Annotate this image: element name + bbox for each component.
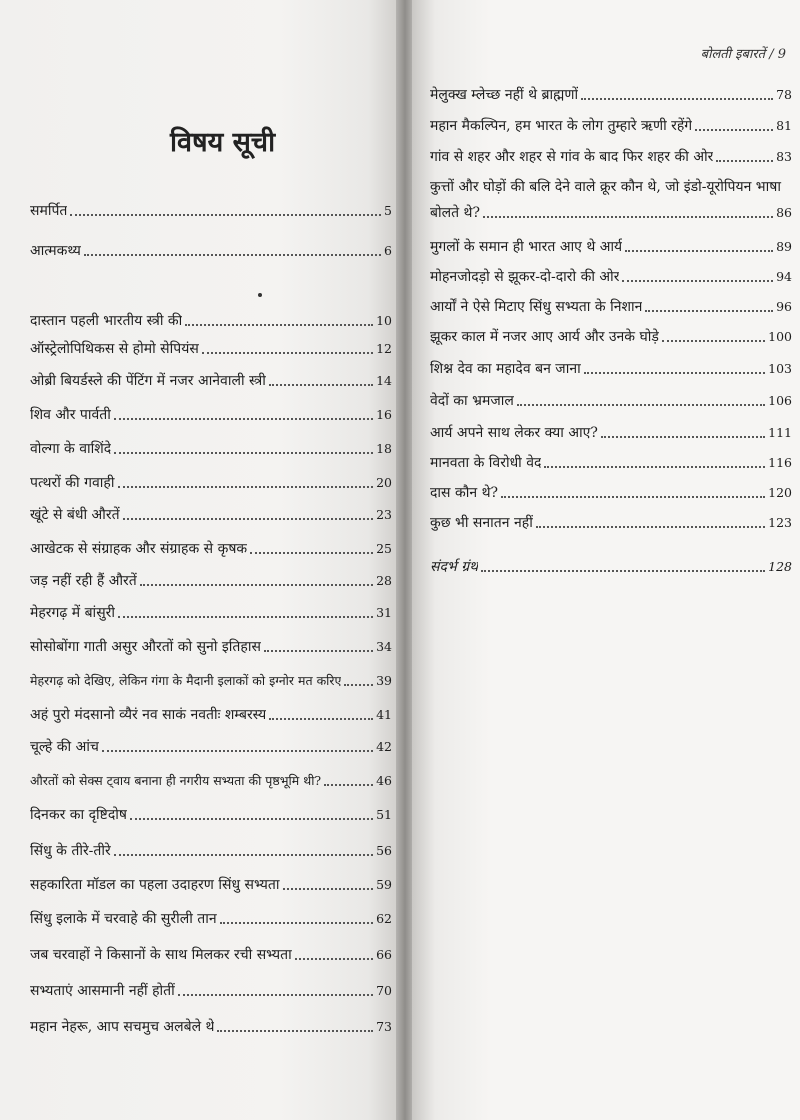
toc-entry	[30, 406, 392, 424]
toc-entry	[30, 242, 392, 260]
leader-dots	[481, 570, 765, 572]
leader-dots	[695, 129, 773, 131]
leader-dots	[114, 452, 373, 454]
entry-title: महान नेहरू, आप सचमुच अलबेले थे	[30, 1019, 215, 1035]
entry-page: 18	[376, 441, 392, 456]
entry-page: 89	[776, 239, 792, 254]
toc-title: विषय सूची	[170, 127, 276, 158]
toc-entry	[30, 506, 392, 524]
entry-title: पत्थरों की गवाही	[30, 475, 115, 491]
leader-dots	[84, 254, 381, 256]
toc-entry	[30, 540, 392, 558]
entry-title: झूकर काल में नजर आए आर्य और उनके घोड़े	[430, 329, 659, 345]
leader-dots	[202, 352, 373, 354]
toc-entry	[30, 910, 392, 928]
toc-entry	[30, 806, 392, 824]
leader-dots	[114, 854, 373, 856]
toc-entry	[30, 572, 392, 590]
entry-page: 56	[376, 843, 392, 858]
entry-page: 100	[768, 329, 792, 344]
entry-page: 41	[376, 707, 392, 722]
entry-title: सहकारिता मॉडल का पहला उदाहरण सिंधु सभ्यता	[30, 877, 280, 893]
entry-title: ओब्री बियर्डस्ले की पेंटिंग में नजर आनेवाली स्त्री	[30, 373, 266, 389]
entry-page: 81	[776, 118, 792, 133]
entry-page: 23	[376, 507, 392, 522]
entry-page: 14	[376, 373, 392, 388]
leader-dots	[501, 496, 765, 498]
entry-page: 96	[776, 299, 792, 314]
entry-title: जड़ नहीं रही हैं औरतें	[30, 573, 137, 589]
toc-entry	[30, 672, 392, 690]
entry-page: 46	[376, 773, 392, 788]
entry-title: औरतों को सेक्स ट्वाय बनाना ही नगरीय सभ्यता की पृष्ठभूमि थी?	[30, 773, 322, 788]
leader-dots	[123, 518, 374, 520]
leader-dots	[483, 216, 773, 218]
entry-title: गांव से शहर और शहर से गांव के बाद फिर शहर की ओर	[430, 149, 714, 165]
leader-dots	[662, 340, 765, 342]
toc-entry	[30, 372, 392, 390]
entry-title: आत्मकथ्य	[30, 243, 81, 259]
leader-dots	[269, 718, 373, 720]
right-page	[412, 0, 800, 1120]
toc-entry	[30, 772, 392, 790]
entry-title: सिंधु के तीरे-तीरे	[30, 843, 111, 859]
entry-title: दिनकर का दृष्टिदोष	[30, 807, 127, 823]
leader-dots	[269, 384, 373, 386]
entry-title: शिश्न देव का महादेव बन जाना	[430, 361, 581, 377]
running-head: बोलती इबारतें / 9	[700, 47, 786, 62]
entry-page: 62	[376, 911, 392, 926]
leader-dots	[344, 684, 373, 686]
entry-title: मेहरगढ़ में बांसुरी	[30, 605, 116, 621]
entry-title: संदर्भ ग्रंथ	[430, 559, 479, 575]
entry-title: मेलुक्ख म्लेच्छ नहीं थे ब्राह्मणों	[430, 87, 579, 103]
toc-entry	[30, 340, 392, 358]
entry-page: 39	[376, 673, 392, 688]
toc-entry	[30, 982, 392, 1000]
toc-entry	[430, 328, 792, 346]
leader-dots	[622, 280, 773, 282]
entry-title: सोसोबोंगा गाती असुर औरतों को सुनो इतिहास	[30, 639, 261, 655]
leader-dots	[625, 250, 773, 252]
toc-entry	[430, 454, 792, 472]
entry-title: जब चरवाहों ने किसानों के साथ मिलकर रची सभ्यता	[30, 947, 292, 963]
entry-title: वेदों का भ्रमजाल	[430, 393, 514, 409]
leader-dots	[324, 784, 373, 786]
entry-page: 25	[376, 541, 392, 556]
toc-entry	[430, 392, 792, 410]
toc-entry	[430, 514, 792, 532]
entry-title: सभ्यताएं आसमानी नहीं होतीं	[30, 983, 175, 999]
leader-dots	[114, 418, 373, 420]
leader-dots	[295, 958, 373, 960]
toc-entry	[30, 474, 392, 492]
entry-title: खूंटे से बंधी औरतें	[30, 507, 120, 523]
entry-page: 128	[768, 559, 792, 574]
leader-dots	[185, 324, 373, 326]
toc-entry	[430, 268, 792, 286]
entry-page: 83	[776, 149, 792, 164]
entry-title: शिव और पार्वती	[30, 407, 111, 423]
entry-page: 42	[376, 739, 392, 754]
entry-title: मानवता के विरोधी वेद	[430, 455, 542, 471]
entry-title: समर्पित	[30, 203, 68, 219]
entry-title: कुछ भी सनातन नहीं	[430, 515, 533, 531]
entry-page: 103	[768, 361, 792, 376]
leader-dots	[118, 616, 373, 618]
leader-dots	[584, 372, 765, 374]
entry-title: मोहनजोदड़ो से झूकर-दो-दारो की ओर	[430, 269, 620, 285]
entry-page: 123	[768, 515, 792, 530]
ink-dot	[258, 293, 262, 297]
entry-title: मुगलों के समान ही भारत आए थे आर्य	[430, 239, 623, 255]
toc-entry	[30, 876, 392, 894]
leader-dots	[220, 922, 373, 924]
entry-title: आखेटक से संग्राहक और संग्राहक से कृषक	[30, 541, 248, 557]
entry-page: 106	[768, 393, 792, 408]
entry-page: 20	[376, 475, 392, 490]
leader-dots	[250, 552, 373, 554]
entry-page: 51	[376, 807, 392, 822]
entry-page: 34	[376, 639, 392, 654]
toc-entry	[430, 178, 792, 222]
toc-entry-references	[430, 558, 792, 576]
leader-dots	[264, 650, 373, 652]
leader-dots	[645, 310, 773, 312]
leader-dots	[217, 1030, 373, 1032]
toc-entry	[30, 638, 392, 656]
toc-entry	[30, 1018, 392, 1036]
entry-title: आर्य अपने साथ लेकर क्या आए?	[430, 425, 598, 441]
leader-dots	[517, 404, 765, 406]
entry-title: सिंधु इलाके में चरवाहे की सुरीली तान	[30, 911, 217, 927]
leader-dots	[70, 214, 381, 216]
leader-dots	[716, 160, 773, 162]
entry-page: 10	[376, 313, 392, 328]
entry-page: 12	[376, 341, 392, 356]
leader-dots	[102, 750, 373, 752]
entry-page: 28	[376, 573, 392, 588]
toc-entry	[430, 117, 792, 135]
toc-entry	[430, 424, 792, 442]
entry-title: मेहरगढ़ को देखिए, लेकिन गंगा के मैदानी इलाकों को इग्नोर मत करिए	[30, 673, 342, 688]
toc-entry	[30, 604, 392, 622]
leader-dots	[118, 486, 374, 488]
entry-title: दास्तान पहली भारतीय स्त्री की	[30, 313, 183, 329]
toc-entry	[30, 738, 392, 756]
toc-entry	[430, 360, 792, 378]
entry-title-line1: कुत्तों और घोड़ों की बलि देने वाले क्रूर कौन थे, जो इंडो-यूरोपियन भाषा	[430, 179, 781, 195]
entry-title: चूल्हे की आंच	[30, 739, 99, 755]
entry-page: 66	[376, 947, 392, 962]
entry-page: 5	[384, 203, 392, 218]
leader-dots	[140, 584, 373, 586]
leader-dots	[130, 818, 373, 820]
entry-title: अहं पुरो मंदसानो व्यैरं नव साकं नवतीः शम्बरस्य	[30, 707, 267, 723]
entry-page: 73	[376, 1019, 392, 1034]
entry-page: 86	[776, 205, 792, 220]
toc-entry	[30, 312, 392, 330]
leader-dots	[536, 526, 765, 528]
entry-title: महान मैकल्पिन, हम भारत के लोग तुम्हारे ऋणी रहेंगे	[430, 118, 693, 134]
entry-page: 111	[768, 425, 792, 440]
toc-entry	[30, 842, 392, 860]
leader-dots	[544, 466, 765, 468]
toc-entry	[430, 484, 792, 502]
entry-page: 78	[776, 87, 792, 102]
entry-page: 16	[376, 407, 392, 422]
leader-dots	[283, 888, 374, 890]
leader-dots	[601, 436, 765, 438]
leader-dots	[178, 994, 373, 996]
toc-entry	[430, 298, 792, 316]
entry-title: ऑस्ट्रेलोपिथिकस से होमो सेपियंस	[30, 341, 199, 357]
toc-entry	[30, 706, 392, 724]
toc-entry	[30, 946, 392, 964]
leader-dots	[581, 98, 773, 100]
entry-page: 120	[768, 485, 792, 500]
entry-title: दास कौन थे?	[430, 485, 499, 501]
entry-title: आर्यों ने ऐसे मिटाए सिंधु सभ्यता के निशान	[430, 299, 643, 315]
toc-entry	[430, 238, 792, 256]
entry-page: 31	[376, 605, 392, 620]
entry-title: वोल्गा के वाशिंदे	[30, 441, 112, 457]
toc-entry	[430, 86, 792, 104]
entry-page: 116	[768, 455, 792, 470]
entry-page: 6	[384, 243, 392, 258]
entry-page: 70	[376, 983, 392, 998]
entry-page: 59	[376, 877, 392, 892]
toc-entry	[30, 440, 392, 458]
toc-entry	[30, 202, 392, 220]
entry-title-line2: बोलते थे?	[430, 205, 480, 221]
toc-entry	[430, 148, 792, 166]
entry-page: 94	[776, 269, 792, 284]
